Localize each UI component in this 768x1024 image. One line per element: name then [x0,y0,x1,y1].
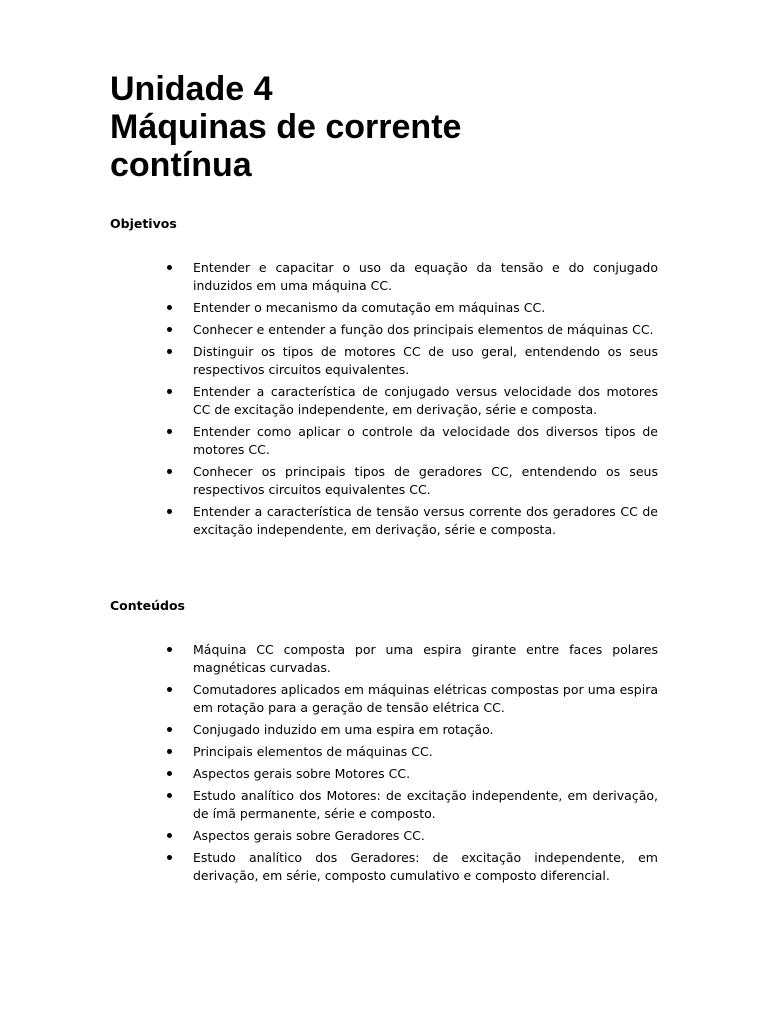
list-item-text: Entender o mecanismo da comutação em máquinas CC. [193,300,546,315]
list-item [166,743,658,761]
list-item [166,787,658,823]
objectives-heading: Objetivos [110,216,177,231]
bullet-icon [167,647,172,652]
list-item-text: Entender a característica de conjugado versus velocidade dos motores CC de excitação independente, em derivação, série e composta. [193,384,658,417]
list-item [166,503,658,539]
bullet-icon [167,509,172,514]
objectives-list [166,259,658,543]
list-item [166,721,658,739]
list-item-text: Entender e capacitar o uso da equação da tensão e do conjugado induzidos em uma máquina CC. [193,260,658,293]
bullet-icon [167,687,172,692]
list-item-text: Estudo analítico dos Geradores: de excitação independente, em derivação, em série, composto cumulativo e composto diferencial. [193,850,658,883]
list-item [166,383,658,419]
list-item-text: Entender como aplicar o controle da velocidade dos diversos tipos de motores CC. [193,424,658,457]
list-item [166,259,658,295]
bullet-icon [167,771,172,776]
bullet-icon [167,305,172,310]
bullet-icon [167,469,172,474]
list-item-text: Aspectos gerais sobre Motores CC. [193,766,411,781]
list-item [166,849,658,885]
list-item [166,827,658,845]
list-item [166,299,658,317]
bullet-icon [167,749,172,754]
list-item-text: Máquina CC composta por uma espira girante entre faces polares magnéticas curvadas. [193,642,658,675]
bullet-icon [167,327,172,332]
list-item-text: Comutadores aplicados em máquinas elétricas compostas por uma espira em rotação para a geração de tensão elétrica CC. [193,682,658,715]
page-title [110,70,461,184]
list-item [166,343,658,379]
list-item-text: Conjugado induzido em uma espira em rotação. [193,722,494,737]
list-item-text: Distinguir os tipos de motores CC de uso geral, entendendo os seus respectivos circuitos equivalentes. [193,344,658,377]
title-line-1: Unidade 4 [110,70,273,108]
bullet-icon [167,855,172,860]
list-item-text: Entender a característica de tensão versus corrente dos geradores CC de excitação independente, em derivação, série e composta. [193,504,658,537]
contents-list [166,641,658,889]
title-line-2: Máquinas de corrente [110,108,462,146]
list-item [166,765,658,783]
bullet-icon [167,389,172,394]
title-line-3: contínua [110,146,252,184]
bullet-icon [167,429,172,434]
list-item [166,321,658,339]
bullet-icon [167,793,172,798]
list-item-text: Conhecer os principais tipos de geradores CC, entendendo os seus respectivos circuitos equivalentes CC. [193,464,658,497]
bullet-icon [167,833,172,838]
bullet-icon [167,349,172,354]
bullet-icon [167,727,172,732]
list-item [166,641,658,677]
contents-heading: Conteúdos [110,598,185,613]
list-item [166,423,658,459]
list-item [166,463,658,499]
list-item-text: Conhecer e entender a função dos principais elementos de máquinas CC. [193,322,654,337]
list-item-text: Principais elementos de máquinas CC. [193,744,433,759]
list-item-text: Aspectos gerais sobre Geradores CC. [193,828,425,843]
list-item-text: Estudo analítico dos Motores: de excitação independente, em derivação, de ímã permanente, série e composto. [193,788,658,821]
list-item [166,681,658,717]
bullet-icon [167,265,172,270]
